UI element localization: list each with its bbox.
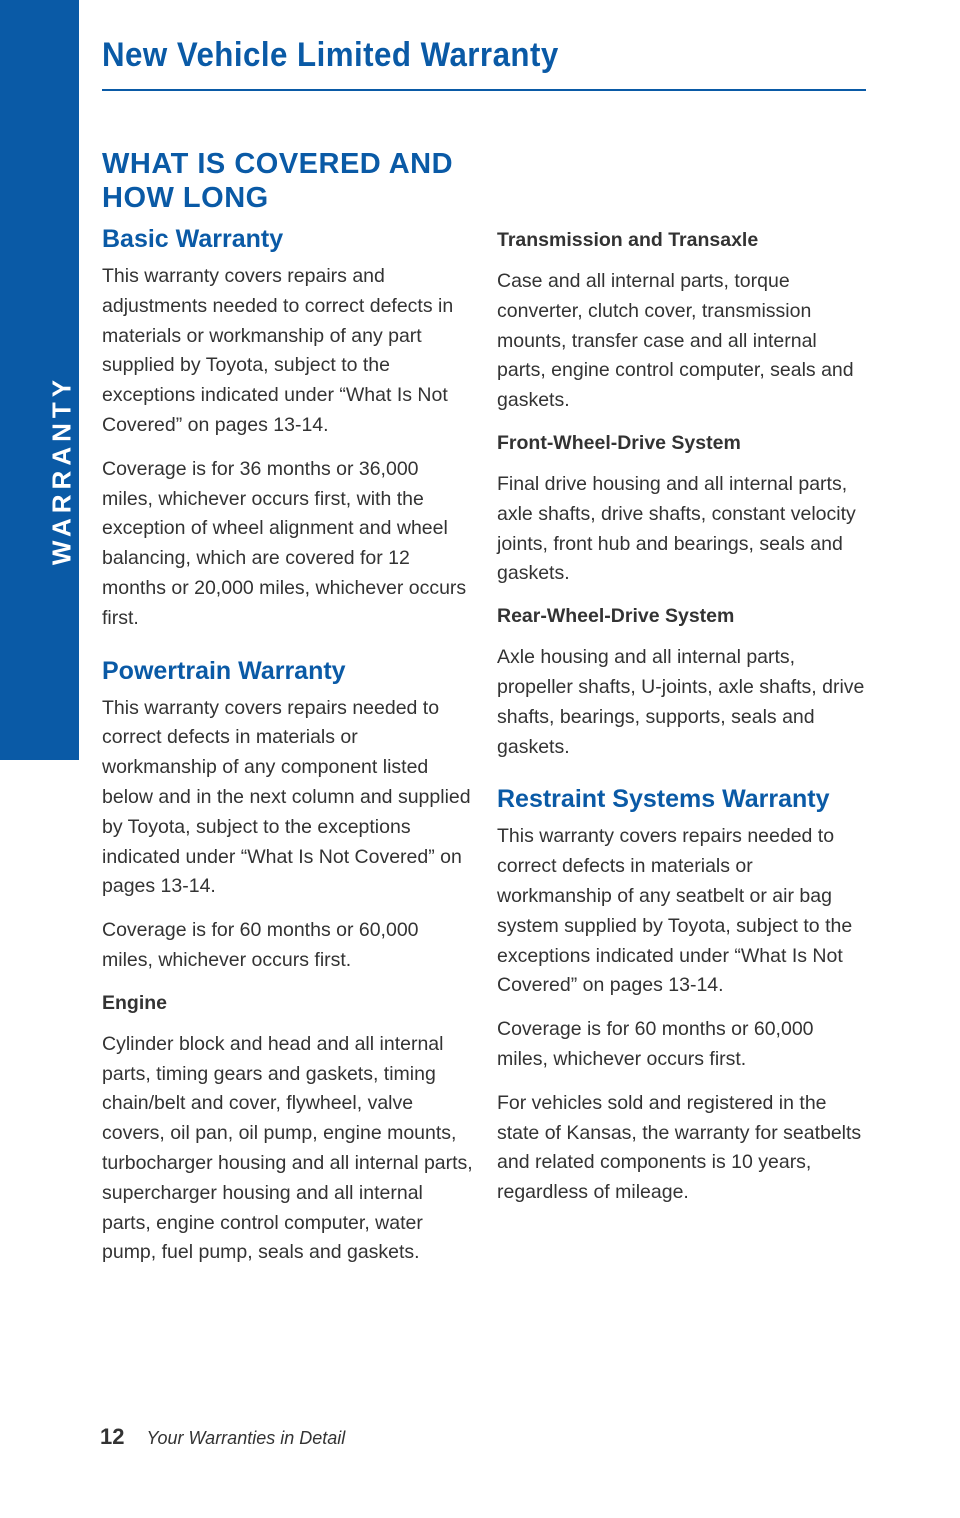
title-divider — [102, 89, 866, 91]
footer-text: Your Warranties in Detail — [146, 1428, 346, 1448]
rwd-heading: Rear-Wheel-Drive System — [497, 605, 735, 628]
restraint-warranty-heading: Restraint Systems Warranty — [497, 785, 830, 814]
section-title: WHAT IS COVERED AND HOW LONG — [102, 148, 454, 214]
basic-warranty-heading: Basic Warranty — [102, 225, 284, 253]
left-column — [102, 222, 474, 1282]
side-tab — [0, 0, 79, 760]
restraint-warranty-coverage: Coverage is for 60 months or 60,000 miles, whichever occurs first. — [497, 1018, 814, 1070]
restraint-warranty-text: This warranty covers repairs needed to correct defects in materials or workmanship of any seatbelt or air bag system supplied by Toyota, subject to the exceptions indicated under “What Is Not Covered” on pages 13-14. — [497, 825, 853, 997]
transmission-text: Case and all internal parts, torque converter, clutch cover, transmission mounts, transfer case and all internal parts, engine control computer, seals and gaskets. — [497, 270, 854, 412]
engine-heading: Engine — [102, 991, 168, 1014]
transmission-heading: Transmission and Transaxle — [497, 229, 759, 251]
fwd-heading: Front-Wheel-Drive System — [497, 431, 741, 454]
powertrain-warranty-coverage: Coverage is for 60 months or 60,000 miles, whichever occurs first. — [102, 919, 419, 971]
right-column — [497, 227, 867, 1222]
fwd-text: Final drive housing and all internal parts, axle shafts, drive shafts, constant velocity joints, front hub and bearings, seals and gaskets. — [497, 472, 856, 585]
page-title: New Vehicle Limited Warranty — [102, 36, 559, 74]
rwd-text: Axle housing and all internal parts, propeller shafts, U-joints, axle shafts, drive shafts, bearings, supports, seals and gaskets. — [497, 646, 865, 758]
side-tab-label: WARRANTY — [46, 374, 77, 566]
basic-warranty-coverage: Coverage is for 36 months or 36,000 miles, whichever occurs first, with the exception of wheel alignment and wheel balancing, which are covered for 12 months or 20,000 miles, whichever occurs first. — [102, 457, 467, 629]
page-footer — [100, 1424, 345, 1450]
powertrain-warranty-heading: Powertrain Warranty — [102, 656, 346, 685]
engine-text: Cylinder block and head and all internal parts, timing gears and gaskets, timing chain/belt and cover, flywheel, valve covers, oil pan, oil pump, engine mounts, turbocharger housing and all internal parts, supercharger housing and all internal parts, engine control computer, water pump, fuel pump, seals and gaskets. — [102, 1032, 473, 1264]
basic-warranty-text: This warranty covers repairs and adjustments needed to correct defects in materials or workmanship of any part supplied by Toyota, subject to the exceptions indicated under “What Is Not Covered” on pages 13-14. — [102, 265, 454, 436]
restraint-kansas-note: For vehicles sold and registered in the state of Kansas, the warranty for seatbelts and related components is 10 years, regardless of mileage. — [497, 1091, 862, 1204]
powertrain-warranty-text: This warranty covers repairs needed to correct defects in materials or workmanship of any component listed below and in the next column and supplied by Toyota, subject to the exceptions indicated under “What Is Not Covered” on pages 13-14. — [102, 696, 471, 898]
page-number: 12 — [100, 1424, 125, 1449]
